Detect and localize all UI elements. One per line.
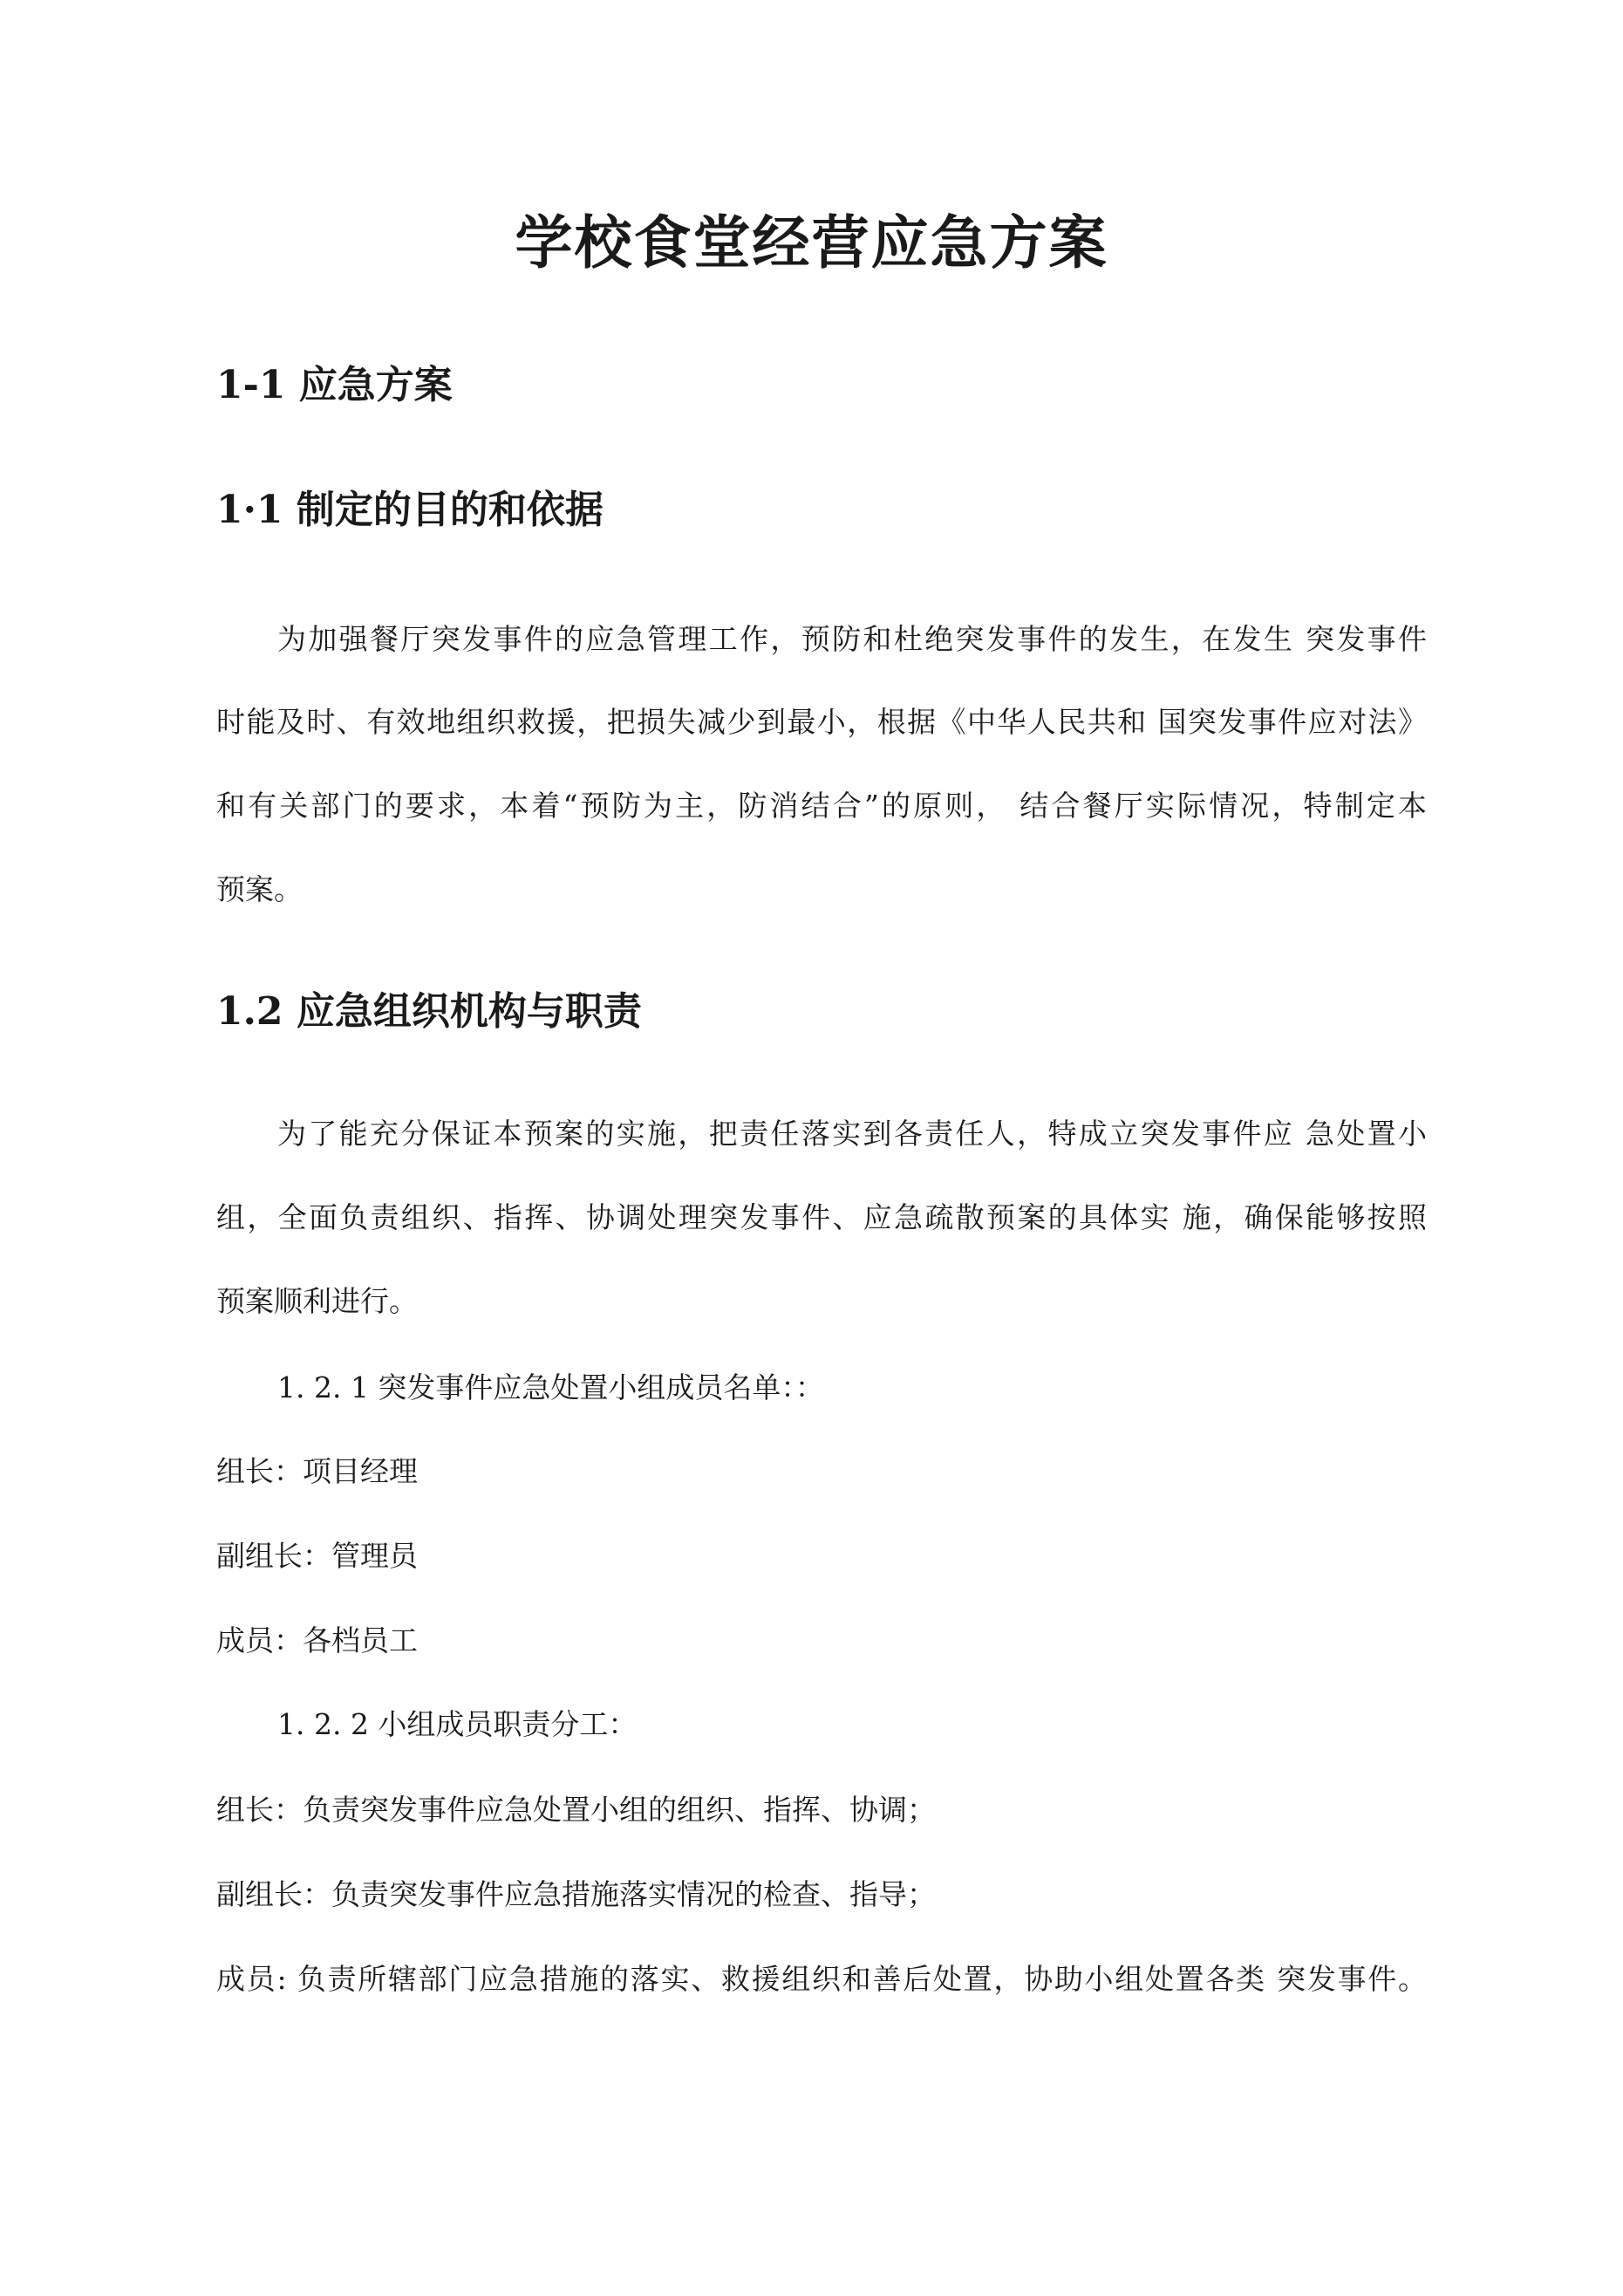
paragraph-line: 组，全面负责组织、指挥、协调处理突发事件、应急疏散预案的具体实 施，确保能够按照 (216, 1200, 1427, 1234)
subsection-heading-1-2-2: 1. 2. 2 小组成员职责分工： (277, 1707, 638, 1741)
paragraph-line: 为了能充分保证本预案的实施，把责任落实到各责任人，特成立突发事件应 急处置小 (277, 1117, 1427, 1151)
paragraph-line: 预案。 (216, 872, 303, 906)
paragraph-line: 时能及时、有效地组织救援，把损失减少到最小，根据《中华人民共和 国突发事件应对法》 (216, 705, 1427, 739)
list-item: 副组长：负责突发事件应急措施落实情况的检查、指导； (216, 1877, 936, 1911)
document-title: 学校食堂经营应急方案 (515, 208, 1108, 277)
list-item: 组长：项目经理 (216, 1454, 418, 1488)
subsection-heading-1-2-1: 1. 2. 1 突发事件应急处置小组成员名单：： (277, 1370, 824, 1404)
section-heading-purpose: 1·1 制定的目的和依据 (216, 488, 604, 532)
paragraph-line: 和有关部门的要求，本着“预防为主，防消结合”的原则， 结合餐厅实际情况，特制定本 (216, 789, 1427, 823)
section-heading-1-1: 1-1 应急方案 (216, 363, 453, 407)
paragraph-line: 预案顺利进行。 (216, 1284, 418, 1318)
list-item: 成员: 负责所辖部门应急措施的落实、救援组织和善后处置，协助小组处置各类 突发事件。 (216, 1962, 1427, 1996)
paragraph-line: 为加强餐厅突发事件的应急管理工作，预防和杜绝突发事件的发生，在发生 突发事件 (277, 622, 1427, 656)
list-item: 组长：负责突发事件应急处置小组的组织、指挥、协调； (216, 1793, 936, 1827)
section-heading-1-2: 1.2 应急组织机构与职责 (216, 989, 642, 1034)
list-item: 副组长：管理员 (216, 1539, 418, 1573)
list-item: 成员：各档员工 (216, 1623, 418, 1657)
